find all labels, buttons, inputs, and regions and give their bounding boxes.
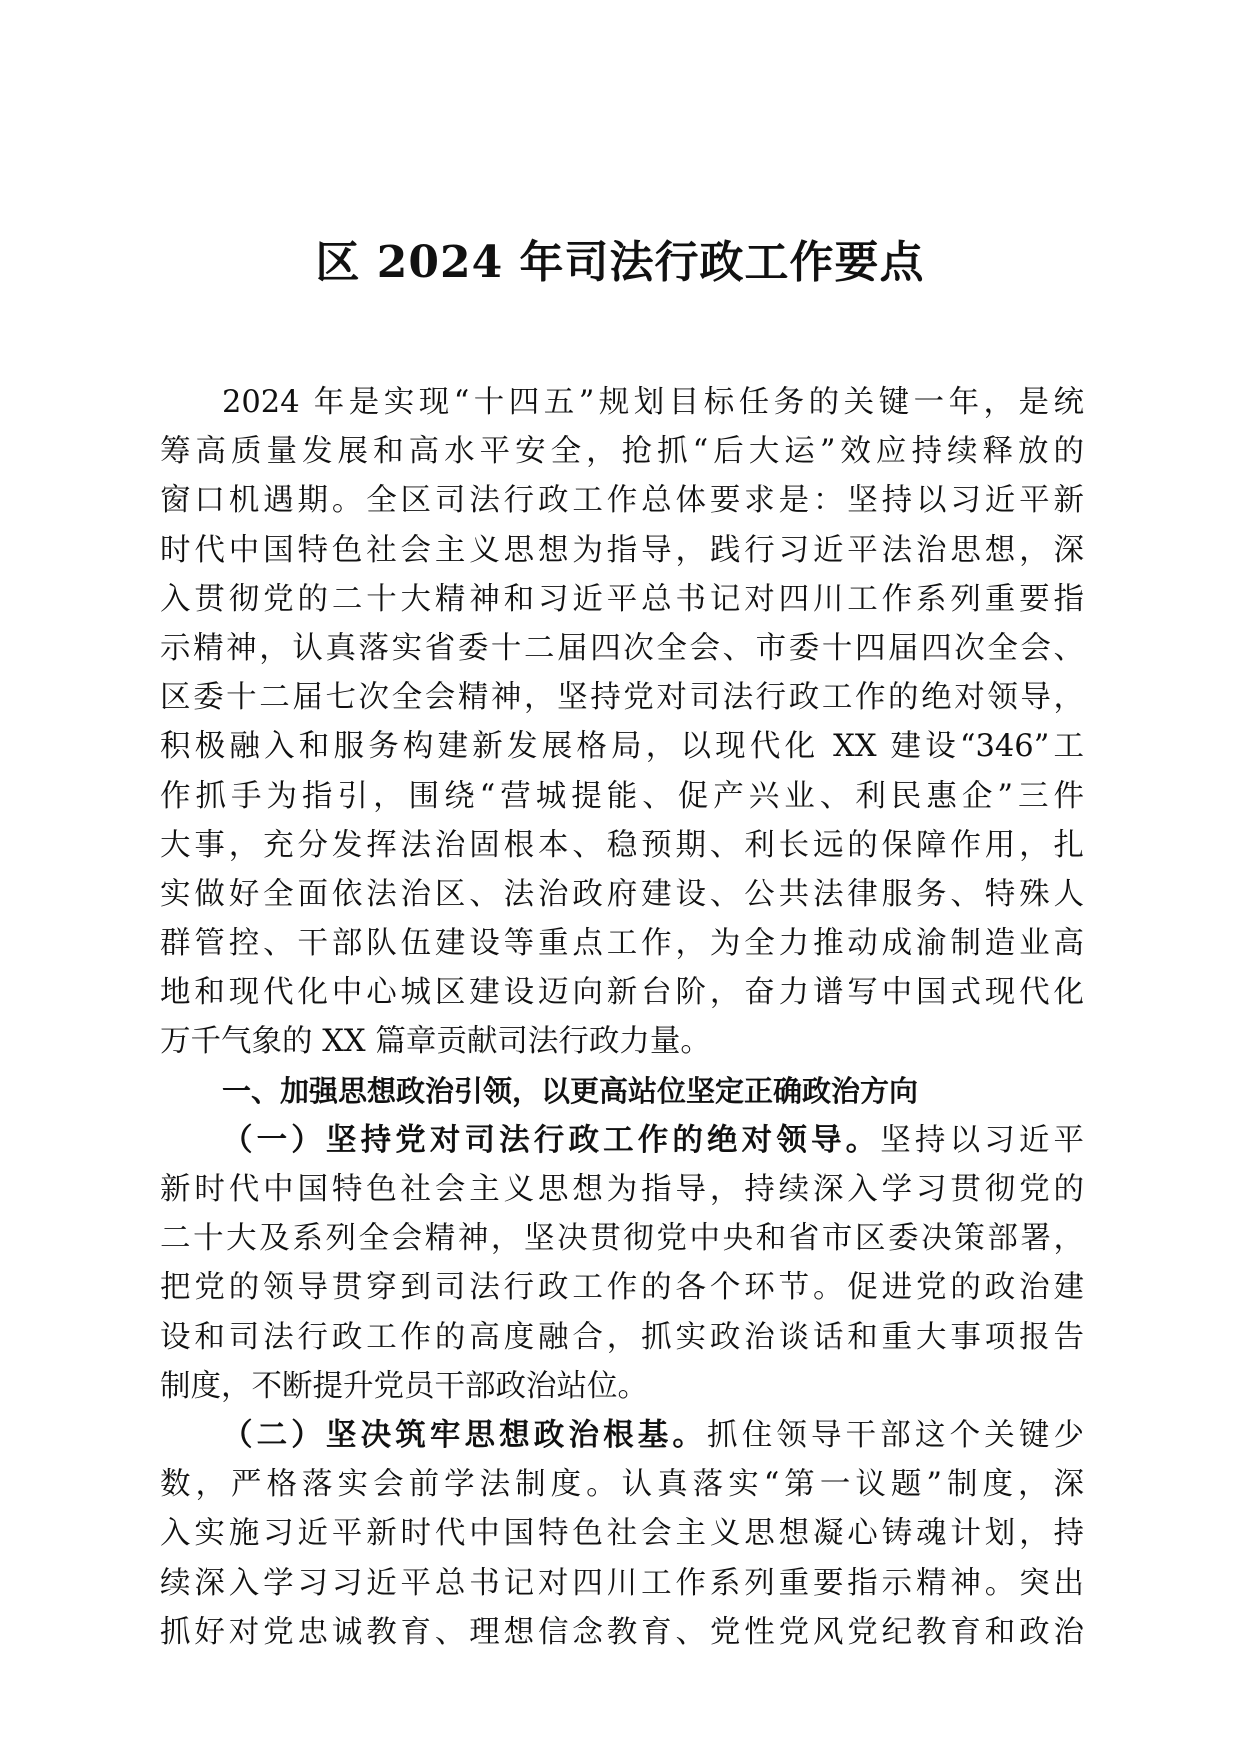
intro-line: 群管控、干部队伍建设等重点工作，为全力推动成渝制造业高 xyxy=(160,926,1084,962)
document-title: 区 2024 年司法行政工作要点 xyxy=(315,237,925,288)
intro-paragraph xyxy=(160,378,1084,1067)
intro-line: 窗口机遇期。全区司法行政工作总体要求是：坚持以习近平新 xyxy=(160,483,1084,519)
intro-line: 区委十二届七次全会精神，坚持党对司法行政工作的绝对领导， xyxy=(160,680,1084,716)
item-first-line xyxy=(160,1411,1084,1460)
intro-line: 入贯彻党的二十大精神和习近平总书记对四川工作系列重要指 xyxy=(160,581,1084,617)
item-line: 设和司法行政工作的高度融合，抓实政治谈话和重大事项报告 xyxy=(160,1319,1084,1355)
item-lead: （二）坚决筑牢思想政治根基。 xyxy=(222,1416,708,1453)
item-line: 二十大及系列全会精神，坚决贯彻党中央和省市区委决策部署， xyxy=(160,1221,1084,1257)
item-first-rest: 坚持以习近平 xyxy=(880,1122,1085,1158)
item-line: 抓好对党忠诚教育、理想信念教育、党性党风党纪教育和政治 xyxy=(160,1614,1084,1650)
intro-line: 地和现代化中心城区建设迈向新台阶，奋力谱写中国式现代化 xyxy=(160,975,1084,1011)
document-body xyxy=(160,378,1084,1657)
item-line: 数，严格落实会前学法制度。认真落实“第一议题”制度，深 xyxy=(160,1467,1084,1503)
intro-line: 2024 年是实现“十四五”规划目标任务的关键一年，是统 xyxy=(222,385,1084,420)
item-line: 续深入学习习近平总书记对四川工作系列重要指示精神。突出 xyxy=(160,1565,1084,1601)
item-lead: （一）坚持党对司法行政工作的绝对领导。 xyxy=(222,1121,881,1158)
item-first-line xyxy=(160,1116,1084,1165)
intro-line: 作抓手为指引，围绕“营城提能、促产兴业、利民惠企”三件 xyxy=(160,778,1084,814)
intro-line: 积极融入和服务构建新发展格局，以现代化 XX 建设“346”工 xyxy=(160,729,1084,765)
intro-line: 大事，充分发挥法治固根本、稳预期、利长远的保障作用，扎 xyxy=(160,827,1084,863)
intro-line: 筹高质量发展和高水平安全，抢抓“后大运”效应持续释放的 xyxy=(160,434,1084,470)
item-line: 把党的领导贯穿到司法行政工作的各个环节。促进党的政治建 xyxy=(160,1270,1084,1306)
intro-line: 万千气象的 XX 篇章贡献司法行政力量。 xyxy=(160,1024,711,1060)
intro-line: 时代中国特色社会主义思想为指导，践行习近平法治思想，深 xyxy=(160,532,1084,568)
item-line: 入实施习近平新时代中国特色社会主义思想凝心铸魂计划，持 xyxy=(160,1516,1084,1552)
item-paragraph-1 xyxy=(160,1116,1084,1411)
intro-line: 示精神，认真落实省委十二届四次全会、市委十四届四次全会、 xyxy=(160,630,1084,666)
item-paragraph-2 xyxy=(160,1411,1084,1657)
section-heading: 一、加强思想政治引领，以更高站位坚定正确政治方向 xyxy=(222,1073,919,1108)
intro-line: 实做好全面依法治区、法治政府建设、公共法律服务、特殊人 xyxy=(160,876,1084,912)
item-line: 新时代中国特色社会主义思想为指导，持续深入学习贯彻党的 xyxy=(160,1172,1084,1207)
item-first-rest: 抓住领导干部这个关键少 xyxy=(707,1417,1085,1453)
item-line: 制度，不断提升党员干部政治站位。 xyxy=(160,1368,648,1404)
